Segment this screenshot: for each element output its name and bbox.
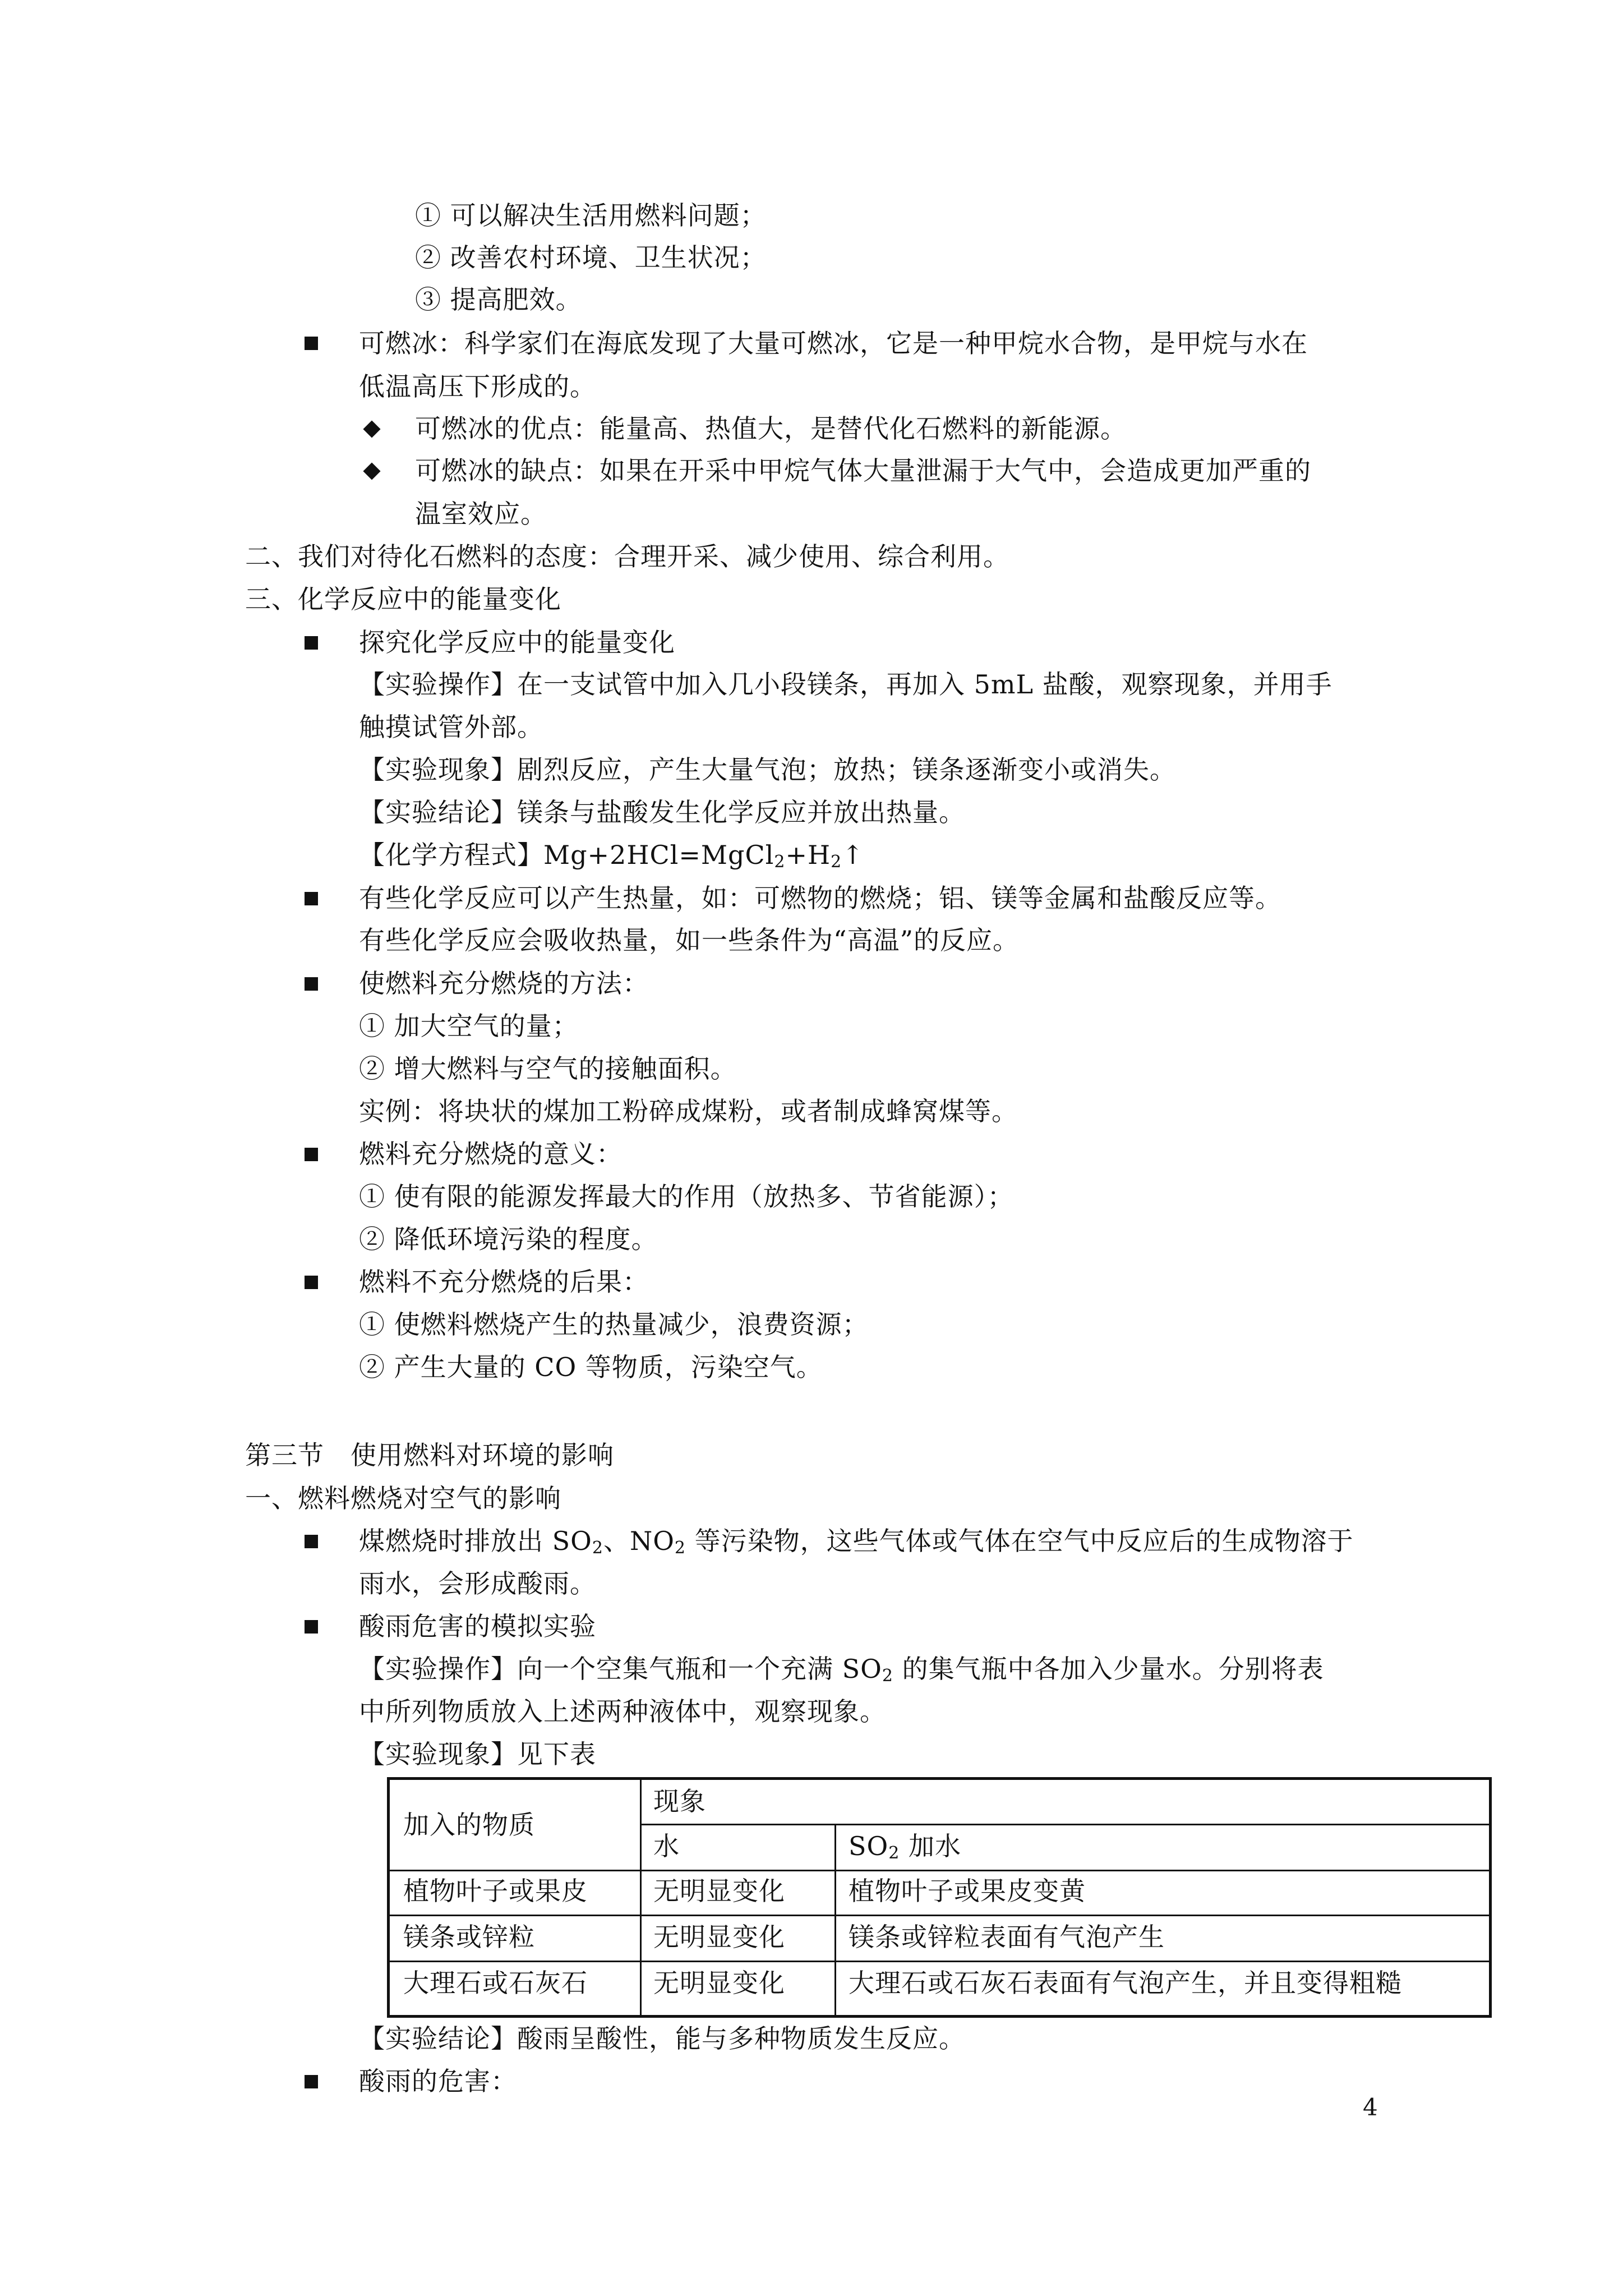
table-divider (390, 1870, 1489, 1871)
paragraph-line: 燃料不充分燃烧的后果： (359, 1267, 649, 1297)
paragraph-line: 低温高压下形成的。 (359, 371, 596, 402)
paragraph-line: 中所列物质放入上述两种液体中，观察现象。 (359, 1696, 886, 1727)
table-cell-item: 镁条或锌粒 (403, 1922, 535, 1952)
text-part: 【实验操作】向一个空集气瓶和一个充满 SO (359, 1654, 882, 1684)
list-item: ① 可以解决生活用燃料问题； (415, 200, 767, 231)
section-heading: 三、化学反应中的能量变化 (245, 584, 561, 614)
section-title: 第三节 使用燃料对环境的影响 (245, 1440, 614, 1470)
paragraph-line: 【实验现象】剧烈反应，产生大量气泡；放热；镁条逐渐变小或消失。 (359, 754, 1176, 785)
list-item: ② 改善农村环境、卫生状况； (415, 242, 767, 273)
paragraph-line (359, 1653, 1324, 1685)
text-part: 煤燃烧时排放出 SO (359, 1526, 592, 1556)
equation-part: +H (785, 840, 831, 870)
table-cell-water: 无明显变化 (653, 1968, 785, 1998)
table-cell-so2: 镁条或锌粒表面有气泡产生 (849, 1922, 1165, 1952)
square-bullet-icon (305, 977, 318, 991)
paragraph-line: 可燃冰的缺点：如果在开采中甲烷气体大量泄漏于大气中，会造成更加严重的 (415, 455, 1311, 486)
section-heading: 一、燃料燃烧对空气的影响 (245, 1483, 561, 1513)
table-header-item: 加入的物质 (403, 1810, 535, 1840)
table-cell-item: 大理石或石灰石 (403, 1968, 588, 1998)
paragraph-line: 【实验结论】镁条与盐酸发生化学反应并放出热量。 (359, 797, 965, 827)
list-item: ② 降低环境污染的程度。 (359, 1224, 658, 1254)
square-bullet-icon (305, 636, 318, 650)
paragraph-line (359, 1525, 1354, 1557)
paragraph-line: 【实验结论】酸雨呈酸性，能与多种物质发生反应。 (359, 2023, 965, 2054)
table-cell-water: 无明显变化 (653, 1876, 785, 1906)
subscript: 2 (592, 1538, 603, 1558)
paragraph-line: 有些化学反应可以产生热量，如：可燃物的燃烧；铝、镁等金属和盐酸反应等。 (359, 883, 1281, 913)
equation-label: 【化学方程式】 (359, 840, 543, 870)
list-item: ① 使有限的能源发挥最大的作用（放热多、节省能源）； (359, 1181, 1014, 1212)
subscript: 2 (831, 852, 842, 872)
equation-part: Mg+2HCl=MgCl (543, 840, 774, 870)
paragraph-line: 探究化学反应中的能量变化 (359, 627, 675, 657)
table-divider (834, 1825, 836, 2015)
text-part: 、NO (603, 1526, 675, 1556)
paragraph-line: 触摸试管外部。 (359, 712, 543, 742)
list-item: ① 加大空气的量； (359, 1011, 579, 1041)
square-bullet-icon (305, 1535, 318, 1548)
section-heading: 二、我们对待化石燃料的态度：合理开采、减少使用、综合利用。 (245, 541, 1009, 572)
square-bullet-icon (305, 1148, 318, 1161)
table-cell-water: 无明显变化 (653, 1922, 785, 1952)
square-bullet-icon (305, 892, 318, 905)
square-bullet-icon (305, 2075, 318, 2088)
paragraph-line: 雨水，会形成酸雨。 (359, 1568, 596, 1599)
table-header-phenomenon: 现象 (653, 1786, 706, 1816)
subscript: 2 (774, 852, 786, 872)
list-item: ③ 提高肥效。 (415, 284, 582, 315)
table-header-water: 水 (653, 1831, 680, 1861)
paragraph-line: 使燃料充分燃烧的方法： (359, 968, 649, 999)
table-header-so2 (849, 1830, 961, 1862)
paragraph-line: 燃料充分燃烧的意义： (359, 1139, 623, 1169)
paragraph-line: 【实验操作】在一支试管中加入几小段镁条，再加入 5mL 盐酸，观察现象，并用手 (359, 669, 1332, 700)
text-part: SO (849, 1831, 889, 1861)
results-table (387, 1777, 1492, 2018)
list-item: ② 增大燃料与空气的接触面积。 (359, 1053, 737, 1084)
paragraph-line: 有些化学反应会吸收热量，如一些条件为“高温”的反应。 (359, 925, 1020, 955)
square-bullet-icon (305, 337, 318, 350)
paragraph-line: 酸雨的危害： (359, 2066, 517, 2096)
table-cell-item: 植物叶子或果皮 (403, 1876, 588, 1906)
square-bullet-icon (305, 1620, 318, 1634)
paragraph-line: 【实验现象】见下表 (359, 1739, 596, 1769)
text-part: 的集气瓶中各加入少量水。分别将表 (893, 1654, 1324, 1684)
subscript: 2 (888, 1843, 900, 1863)
square-bullet-icon (305, 1276, 318, 1289)
paragraph-line: 温室效应。 (415, 499, 547, 529)
text-part: 加水 (900, 1831, 961, 1861)
paragraph-line: 可燃冰的优点：能量高、热值大，是替代化石燃料的新能源。 (415, 413, 1127, 444)
list-item: ① 使燃料燃烧产生的热量减少，浪费资源； (359, 1309, 869, 1340)
paragraph-line: 酸雨危害的模拟实验 (359, 1611, 596, 1641)
table-divider (640, 1824, 1489, 1825)
table-cell-so2: 大理石或石灰石表面有气泡产生，并且变得粗糙 (849, 1968, 1402, 1998)
chemical-equation (359, 839, 864, 871)
table-cell-so2: 植物叶子或果皮变黄 (849, 1876, 1086, 1906)
page-number: 4 (1363, 2093, 1378, 2121)
diamond-bullet-icon (363, 462, 380, 480)
paragraph-line: 可燃冰：科学家们在海底发现了大量可燃冰，它是一种甲烷水合物，是甲烷与水在 (359, 328, 1308, 358)
gas-arrow-icon: ↑ (842, 840, 864, 870)
diamond-bullet-icon (363, 420, 380, 438)
subscript: 2 (882, 1666, 893, 1686)
subscript: 2 (674, 1538, 686, 1558)
paragraph-line: 实例：将块状的煤加工粉碎成煤粉，或者制成蜂窝煤等。 (359, 1096, 1018, 1126)
text-part: 等污染物，这些气体或气体在空气中反应后的生成物溶于 (686, 1526, 1354, 1556)
table-divider (640, 1780, 642, 2015)
table-divider (390, 1961, 1489, 1962)
table-divider (390, 1915, 1489, 1916)
list-item: ② 产生大量的 CO 等物质，污染空气。 (359, 1352, 823, 1382)
